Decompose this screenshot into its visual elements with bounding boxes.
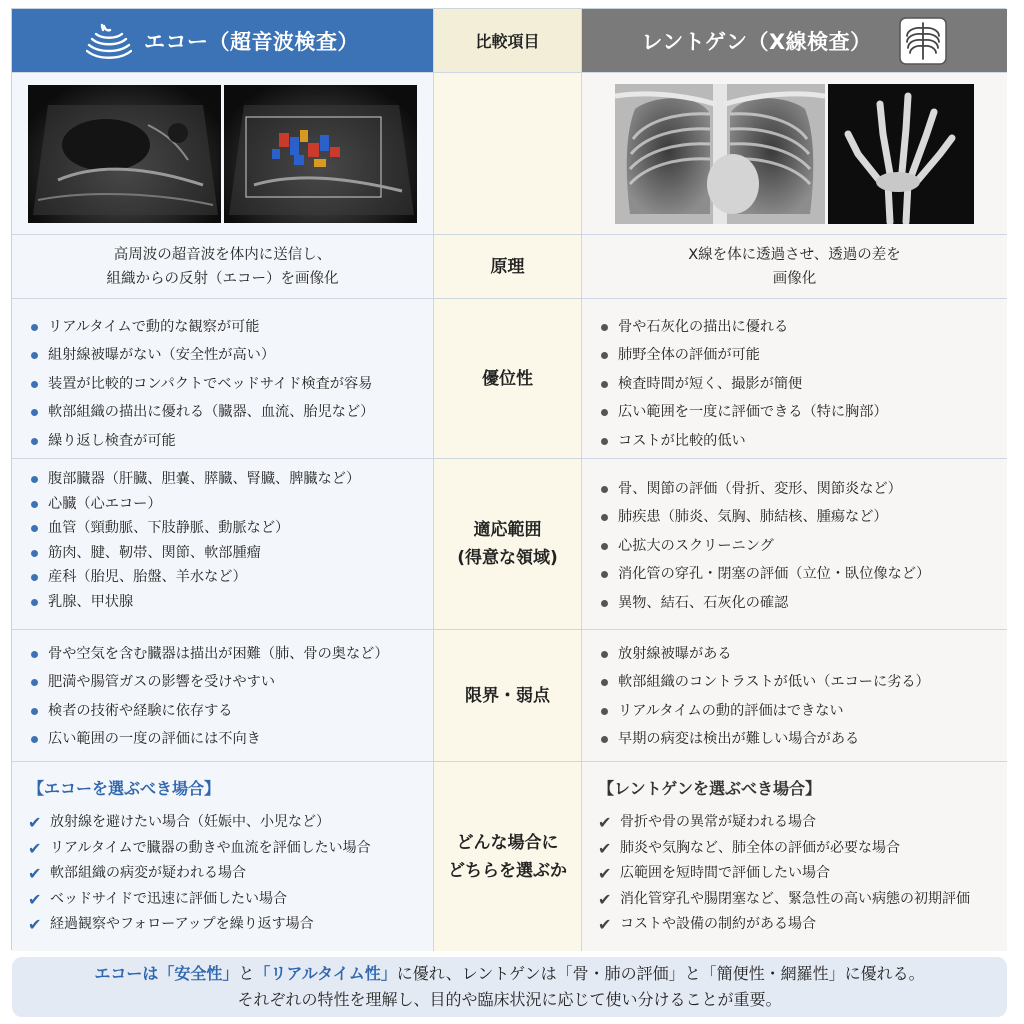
checkmark-icon: ✔ xyxy=(28,889,42,909)
list-item: 検査時間が短く、撮影が簡便 xyxy=(600,370,1007,398)
list-item: 広い範囲の一度の評価には不向き xyxy=(30,725,433,753)
summary-box xyxy=(12,957,1007,1017)
list-item: 骨や空気を含む臓器は描出が困難（肺、骨の奥など） xyxy=(30,640,433,668)
limits-label: 限界・弱点 xyxy=(434,630,582,762)
checkmark-icon: ✔ xyxy=(28,915,42,935)
list-item xyxy=(598,887,1007,913)
list-item: 異物、結石、石灰化の確認 xyxy=(600,589,1007,617)
image-row-spacer xyxy=(434,73,582,235)
list-item: 骨や石灰化の描出に優れる xyxy=(600,313,1007,341)
list-item-text: 骨折や骨の異常が疑われる場合 xyxy=(620,814,816,830)
list-item: 軟部組織のコントラストが低い（エコーに劣る） xyxy=(600,668,1007,696)
echo-choose xyxy=(12,762,434,951)
list-item-text: 広範囲を短時間で評価したい場合 xyxy=(620,865,830,882)
checkmark-icon: ✔ xyxy=(598,864,612,884)
list-item: 装置が比較的コンパクトでベッドサイド検査が容易 xyxy=(30,370,433,398)
list-item: 筋肉、腱、靭帯、関節、軟部腫瘤 xyxy=(30,541,433,566)
list-item xyxy=(598,810,1007,836)
xray-principle xyxy=(582,235,1007,299)
echo-choose-title: 【エコーを選ぶべき場合】 xyxy=(28,779,221,798)
xray-limits xyxy=(582,630,1007,762)
checkmark-icon: ✔ xyxy=(598,889,612,909)
scope-label xyxy=(434,459,582,630)
checkmark-icon: ✔ xyxy=(28,813,42,832)
xray-choose xyxy=(582,762,1007,951)
list-item: リアルタイムで動的な観察が可能 xyxy=(30,313,433,341)
echo-header xyxy=(12,9,434,73)
list-item: 心拡大のスクリーニング xyxy=(600,532,1007,560)
ultrasound-wave-icon xyxy=(86,22,132,60)
summary-line-2: それぞれの特性を理解し、目的や臨床状況に応じて使い分けることが重要。 xyxy=(237,990,782,1009)
checkmark-icon: ✔ xyxy=(28,838,42,858)
echo-principle-line: 組織からの反射（エコー）を画像化 xyxy=(106,270,339,287)
echo-images xyxy=(12,73,434,235)
list-item-text: リアルタイムで臓器の動きや血流を評価したい場合 xyxy=(50,839,371,856)
summary-rest: に優れ、レントゲンは「骨・肺の評価」と「簡便性・網羅性」に優れる。 xyxy=(396,964,925,983)
list-item-text: 放射線を避けたい場合（妊娠中、小児など） xyxy=(50,814,330,830)
list-item xyxy=(28,836,433,862)
echo-principle xyxy=(12,235,434,299)
list-item xyxy=(28,810,433,836)
xray-title: レントゲン（X線検査） xyxy=(641,29,872,54)
scope-label-line: (得意な領域) xyxy=(457,548,558,568)
list-item: 産科（胎児、胎盤、羊水など） xyxy=(30,565,433,590)
list-item: 血管（頸動脈、下肢静脈、動脈など） xyxy=(30,516,433,541)
summary-safety: 「安全性」 xyxy=(158,964,239,983)
xray-choose-title: 【レントゲンを選ぶべき場合】 xyxy=(598,779,821,798)
principle-label: 原理 xyxy=(434,235,582,299)
ribcage-icon xyxy=(898,16,948,66)
list-item xyxy=(28,887,433,913)
list-item xyxy=(598,836,1007,862)
list-item: 軟部組織の描出に優れる（臓器、血流、胎児など） xyxy=(30,398,433,426)
list-item: 広い範囲を一度に評価できる（特に胸部） xyxy=(600,398,1007,426)
xray-image-chest xyxy=(615,84,825,224)
list-item: リアルタイムの動的評価はできない xyxy=(600,697,1007,725)
choose-label-line: どちらを選ぶか xyxy=(448,860,567,881)
list-item: 肺疾患（肺炎、気胸、肺結核、腫瘍など） xyxy=(600,503,1007,531)
list-item-text: 消化管穿孔や腸閉塞など、緊急性の高い病態の初期評価 xyxy=(620,890,970,907)
list-item-text: ベッドサイドで迅速に評価したい場合 xyxy=(50,890,288,907)
list-item: 肺野全体の評価が可能 xyxy=(600,341,1007,369)
echo-limits xyxy=(12,630,434,762)
list-item-text: 経過観察やフォローアップを繰り返す場合 xyxy=(50,916,314,933)
list-item: 早期の病変は検出が難しい場合がある xyxy=(600,725,1007,753)
list-item: 検者の技術や経験に依存する xyxy=(30,697,433,725)
xray-image-hand xyxy=(828,84,974,224)
list-item xyxy=(28,861,433,887)
xray-principle-line: 画像化 xyxy=(772,270,817,287)
checkmark-icon: ✔ xyxy=(598,838,612,858)
checkmark-icon: ✔ xyxy=(598,915,612,935)
list-item: 繰り返し検査が可能 xyxy=(30,427,433,455)
ultrasound-image-doppler xyxy=(224,85,417,223)
summary-realtime: 「リアルタイム性」 xyxy=(254,964,397,983)
choose-label-line: どんな場合に xyxy=(456,832,559,853)
xray-header xyxy=(582,9,1007,73)
scope-label-line: 適応範囲 xyxy=(473,520,542,540)
summary-line-1 xyxy=(94,961,924,987)
list-item: 腹部臓器（肝臓、胆嚢、膵臓、腎臓、脾臓など） xyxy=(30,467,433,492)
echo-scope xyxy=(12,459,434,630)
summary-echo: エコーは xyxy=(94,964,159,983)
list-item: 乳腺、甲状腺 xyxy=(30,590,433,615)
list-item-text: 軟部組織の病変が疑われる場合 xyxy=(50,865,246,882)
list-item: 放射線被曝がある xyxy=(600,640,1007,668)
echo-advantages xyxy=(12,299,434,459)
xray-scope xyxy=(582,459,1007,630)
echo-title: エコー（超音波検査） xyxy=(144,29,359,54)
xray-principle-line: X線を体に透過させ、透過の差を xyxy=(688,246,901,263)
checkmark-icon: ✔ xyxy=(28,864,42,884)
summary-and: と xyxy=(238,964,255,983)
list-item: 組射線被曝がない（安全性が高い） xyxy=(30,341,433,369)
list-item-text: 肺炎や気胸など、肺全体の評価が必要な場合 xyxy=(620,839,900,856)
checkmark-icon: ✔ xyxy=(598,813,612,832)
advantages-label: 優位性 xyxy=(434,299,582,459)
xray-advantages xyxy=(582,299,1007,459)
list-item xyxy=(598,912,1007,938)
xray-images xyxy=(582,73,1007,235)
list-item xyxy=(28,912,433,938)
list-item: 消化管の穿孔・閉塞の評価（立位・臥位像など） xyxy=(600,560,1007,588)
list-item: 骨、関節の評価（骨折、変形、関節炎など） xyxy=(600,475,1007,503)
ultrasound-image-liver xyxy=(28,85,221,223)
choose-label xyxy=(434,762,582,951)
list-item: 心臓（心エコー） xyxy=(30,492,433,517)
list-item: コストが比較的低い xyxy=(600,427,1007,455)
list-item xyxy=(598,861,1007,887)
comparison-table xyxy=(11,8,1006,950)
compare-header: 比較項目 xyxy=(434,9,582,73)
list-item: 肥満や腸管ガスの影響を受けやすい xyxy=(30,668,433,696)
echo-principle-line: 高周波の超音波を体内に送信し、 xyxy=(113,246,332,263)
list-item-text: コストや設備の制約がある場合 xyxy=(620,916,816,933)
